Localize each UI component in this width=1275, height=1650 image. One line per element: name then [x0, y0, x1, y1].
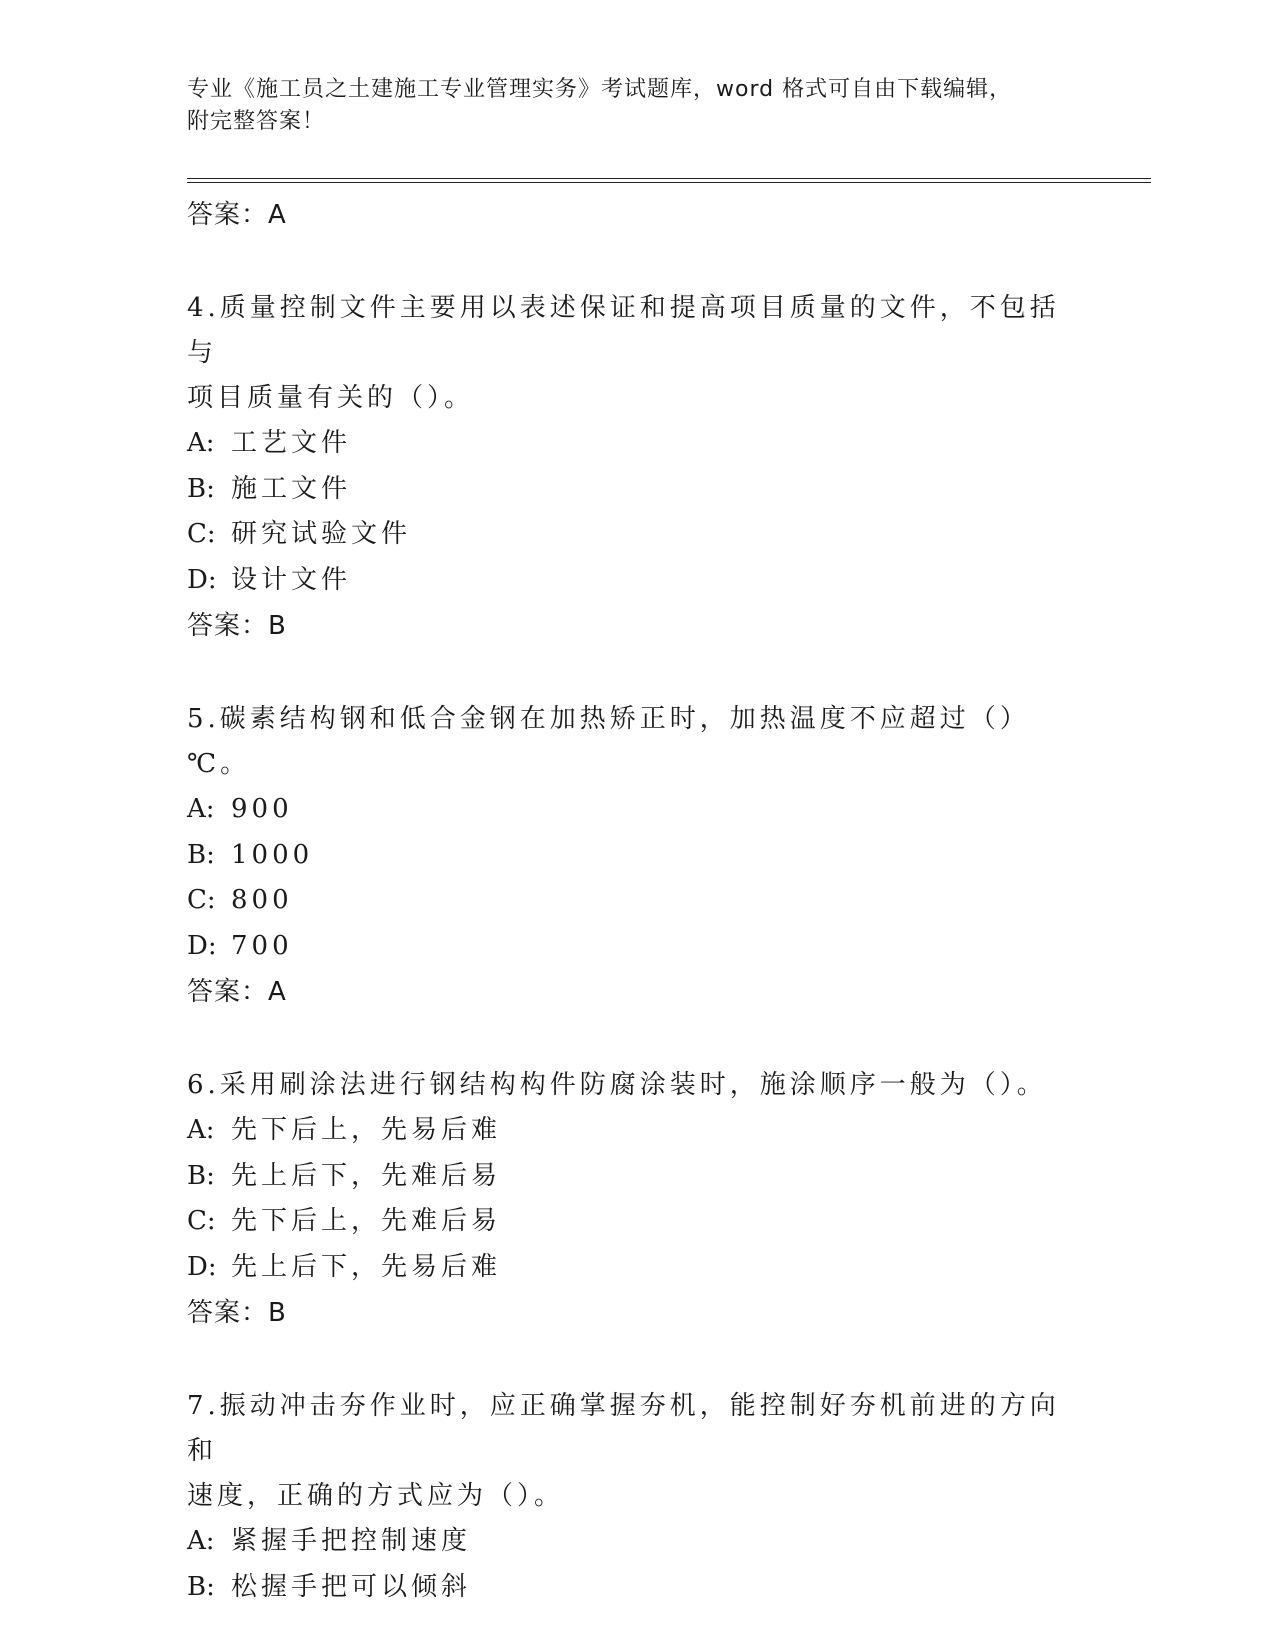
option-c: [187, 512, 1087, 558]
option-text: 工艺文件: [231, 428, 352, 458]
stem-line: 5.碳素结构钢和低合金钢在加热矫正时，加热温度不应超过（）℃。: [187, 704, 1030, 779]
option-text: 松握手把可以倾斜: [231, 1571, 472, 1602]
answer-line: 答案：B: [187, 611, 287, 641]
answer-line: 答案：A: [187, 200, 287, 230]
option-label: B:: [187, 1571, 215, 1602]
option-text: 设计文件: [231, 564, 352, 595]
option-label: D:: [187, 564, 217, 595]
answer-line: 答案：B: [187, 1298, 287, 1328]
option-b: [187, 1154, 1087, 1200]
option-text: 研究试验文件: [231, 519, 412, 549]
document-header: [187, 74, 1067, 138]
option-text: 紧握手把控制速度: [231, 1526, 472, 1556]
option-label: A:: [187, 794, 215, 824]
option-label: A:: [187, 1526, 215, 1556]
option-d: [187, 1245, 1087, 1291]
option-label: C:: [187, 519, 216, 549]
option-d: [187, 558, 1087, 604]
question-stem: [187, 1384, 1087, 1519]
option-text: 先上后下，先易后难: [231, 1251, 502, 1282]
question-list: [187, 192, 1087, 1610]
option-c: [187, 878, 1087, 924]
option-label: C:: [187, 1206, 216, 1236]
option-text: 800: [231, 885, 293, 915]
question-6: [187, 1063, 1087, 1336]
answer-line: 答案：A: [187, 977, 287, 1007]
option-a: [187, 421, 1087, 467]
option-label: D:: [187, 930, 217, 961]
option-text: 先上后下，先难后易: [231, 1160, 502, 1191]
stem-line: 7.振动冲击夯作业时，应正确掌握夯机，能控制好夯机前进的方向和: [187, 1391, 1060, 1466]
stem-line: 速度，正确的方式应为（）。: [187, 1481, 565, 1511]
option-label: C:: [187, 885, 216, 915]
question-7: [187, 1384, 1087, 1610]
header-rule-bottom: [187, 182, 1151, 183]
stem-line: 6.采用刷涂法进行钢结构构件防腐涂装时，施涂顺序一般为（）。: [187, 1070, 1047, 1100]
option-label: B:: [187, 473, 215, 504]
question-4: [187, 286, 1087, 649]
option-text: 施工文件: [231, 473, 352, 504]
option-d: [187, 924, 1087, 970]
option-label: A:: [187, 428, 215, 458]
option-label: A:: [187, 1115, 215, 1145]
stem-line: 项目质量有关的（）。: [187, 383, 475, 413]
option-a: [187, 1108, 1087, 1154]
option-a: [187, 787, 1087, 833]
question-stem: [187, 697, 1087, 787]
option-text: 先下后上，先难后易: [231, 1206, 502, 1236]
header-rule-top: [187, 178, 1151, 179]
header-line-2: 附完整答案！: [187, 109, 326, 134]
option-text: 900: [231, 794, 293, 824]
option-text: 700: [231, 930, 293, 961]
option-label: D:: [187, 1251, 217, 1282]
option-b: [187, 1565, 1087, 1611]
option-b: [187, 467, 1087, 513]
question-stem: [187, 286, 1087, 421]
option-a: [187, 1519, 1087, 1565]
option-label: B:: [187, 839, 215, 870]
option-text: 先下后上，先易后难: [231, 1115, 502, 1145]
option-b: [187, 833, 1087, 879]
option-c: [187, 1199, 1087, 1245]
question-5: [187, 697, 1087, 1015]
option-label: B:: [187, 1160, 215, 1191]
option-text: 1000: [231, 839, 314, 870]
stem-line: 4.质量控制文件主要用以表述保证和提高项目质量的文件，不包括与: [187, 293, 1060, 368]
question-stem: [187, 1063, 1087, 1108]
header-line-1: 专业《施工员之土建施工专业管理实务》考试题库，word 格式可自由下载编辑，: [187, 77, 1013, 102]
